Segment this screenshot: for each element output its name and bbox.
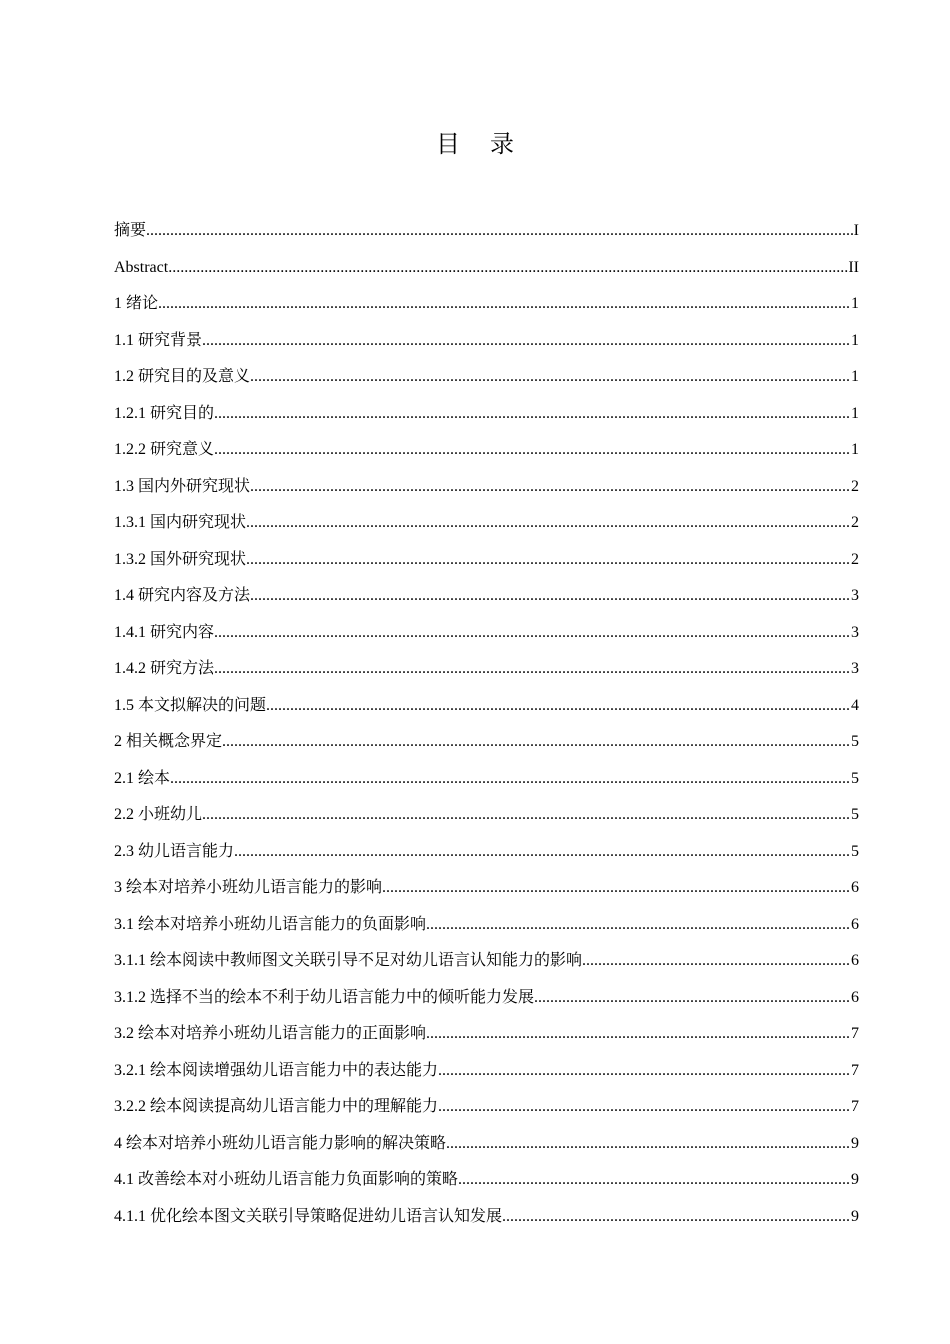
- toc-entry-label: 1.1 研究背景: [114, 331, 203, 349]
- toc-entry[interactable]: [114, 1205, 859, 1242]
- toc-entry-page: 1: [851, 331, 859, 349]
- toc-entry-page: I: [853, 222, 859, 239]
- toc-entry[interactable]: [114, 402, 859, 439]
- toc-entry-label: 2.3 幼儿语言能力: [114, 842, 235, 860]
- toc-entry[interactable]: [114, 913, 859, 950]
- dot-leader: [266, 694, 851, 718]
- toc-entry-page: 1: [851, 441, 859, 458]
- dot-leader: [458, 1168, 851, 1192]
- toc-entry[interactable]: [114, 438, 859, 475]
- toc-entry[interactable]: [114, 365, 859, 402]
- toc-entry-page: 6: [851, 952, 859, 969]
- page-title: 目录: [436, 130, 544, 158]
- toc-entry-label: Abstract: [114, 258, 169, 276]
- toc-entry[interactable]: [114, 548, 859, 585]
- toc-entry-label: 3.1.2 选择不当的绘本不利于幼儿语言能力中的倾听能力发展: [114, 988, 535, 1006]
- toc-entry[interactable]: [114, 840, 859, 877]
- toc-entry-page: 7: [851, 1025, 859, 1042]
- toc-entry-label: 3.2.1 绘本阅读增强幼儿语言能力中的表达能力: [114, 1061, 439, 1079]
- toc-entry[interactable]: [114, 621, 859, 658]
- toc-entry-page: 2: [851, 514, 859, 531]
- toc-entry-label: 2 相关概念界定: [114, 733, 223, 750]
- toc-entry[interactable]: [114, 1168, 859, 1205]
- toc-entry-label: 1.2.2 研究意义: [114, 441, 215, 458]
- dot-leader: [222, 730, 851, 754]
- toc-entry-label: 4 绘本对培养小班幼儿语言能力影响的解决策略: [114, 1134, 447, 1152]
- toc-entry-page: 6: [851, 915, 859, 933]
- toc-entry[interactable]: [114, 219, 859, 256]
- toc-entry-page: 9: [851, 1134, 859, 1152]
- toc-entry[interactable]: [114, 730, 859, 767]
- toc-entry-page: 7: [851, 1098, 859, 1115]
- toc-entry-page: 7: [851, 1061, 859, 1079]
- toc-entry-page: 1: [851, 295, 859, 312]
- dot-leader: [426, 1022, 851, 1046]
- table-of-contents: [114, 219, 859, 1241]
- toc-entry-label: 2.2 小班幼儿: [114, 806, 203, 823]
- toc-entry-label: 1.3 国内外研究现状: [114, 477, 251, 495]
- toc-entry-page: 2: [851, 477, 859, 495]
- toc-entry-label: 3 绘本对培养小班幼儿语言能力的影响: [114, 879, 383, 896]
- dot-leader: [170, 767, 851, 791]
- toc-entry[interactable]: [114, 694, 859, 731]
- toc-entry-label: 1.2 研究目的及意义: [114, 368, 251, 385]
- toc-entry[interactable]: [114, 876, 859, 913]
- toc-entry-label: 1 绪论: [114, 295, 159, 312]
- dot-leader: [168, 256, 848, 280]
- toc-entry-page: 5: [851, 769, 859, 787]
- toc-entry-label: 摘要: [114, 222, 147, 239]
- toc-entry[interactable]: [114, 767, 859, 804]
- dot-leader: [438, 1095, 851, 1119]
- dot-leader: [234, 840, 851, 864]
- toc-entry-label: 3.1 绘本对培养小班幼儿语言能力的负面影响: [114, 915, 427, 933]
- dot-leader: [158, 292, 851, 316]
- toc-entry-page: 5: [851, 733, 859, 750]
- toc-entry[interactable]: [114, 1095, 859, 1132]
- toc-entry-label: 1.5 本文拟解决的问题: [114, 696, 267, 714]
- toc-entry-label: 1.3.1 国内研究现状: [114, 514, 247, 531]
- toc-entry[interactable]: [114, 657, 859, 694]
- toc-entry-label: 3.1.1 绘本阅读中教师图文关联引导不足对幼儿语言认知能力的影响: [114, 952, 583, 969]
- dot-leader: [250, 365, 851, 389]
- dot-leader: [246, 548, 851, 572]
- toc-entry-page: 5: [851, 806, 859, 823]
- toc-entry-label: 2.1 绘本: [114, 769, 171, 787]
- toc-entry-page: 5: [851, 842, 859, 860]
- dot-leader: [534, 986, 851, 1010]
- dot-leader: [214, 438, 851, 462]
- toc-entry[interactable]: [114, 986, 859, 1023]
- toc-entry[interactable]: [114, 1022, 859, 1059]
- toc-entry-page: 6: [851, 879, 859, 896]
- dot-leader: [426, 913, 851, 937]
- toc-entry[interactable]: [114, 1132, 859, 1169]
- dot-leader: [582, 949, 851, 973]
- toc-entry[interactable]: [114, 949, 859, 986]
- dot-leader: [202, 329, 851, 353]
- toc-entry-label: 1.4 研究内容及方法: [114, 587, 251, 604]
- toc-entry-label: 1.4.1 研究内容: [114, 623, 215, 641]
- toc-entry[interactable]: [114, 511, 859, 548]
- toc-entry[interactable]: [114, 292, 859, 329]
- toc-entry-label: 1.3.2 国外研究现状: [114, 550, 247, 568]
- toc-entry-label: 1.4.2 研究方法: [114, 660, 215, 677]
- toc-entry-page: 9: [851, 1207, 859, 1225]
- toc-entry[interactable]: [114, 475, 859, 512]
- toc-entry[interactable]: [114, 256, 859, 293]
- toc-entry[interactable]: [114, 1059, 859, 1096]
- toc-entry-page: 6: [851, 988, 859, 1006]
- toc-entry-page: 3: [851, 587, 859, 604]
- dot-leader: [382, 876, 851, 900]
- dot-leader: [146, 219, 854, 243]
- toc-entry-label: 3.2.2 绘本阅读提高幼儿语言能力中的理解能力: [114, 1098, 439, 1115]
- toc-entry-page: 4: [851, 696, 859, 714]
- dot-leader: [250, 475, 851, 499]
- dot-leader: [202, 803, 851, 827]
- dot-leader: [438, 1059, 851, 1083]
- toc-entry-page: 1: [851, 404, 859, 422]
- toc-entry[interactable]: [114, 803, 859, 840]
- toc-entry-page: 9: [851, 1171, 859, 1188]
- dot-leader: [502, 1205, 851, 1229]
- toc-entry-label: 1.2.1 研究目的: [114, 404, 215, 422]
- toc-entry-page: 3: [851, 623, 859, 641]
- toc-entry-label: 3.2 绘本对培养小班幼儿语言能力的正面影响: [114, 1025, 427, 1042]
- dot-leader: [446, 1132, 851, 1156]
- toc-entry-page: 1: [851, 368, 859, 385]
- dot-leader: [214, 657, 851, 681]
- toc-entry-label: 4.1 改善绘本对小班幼儿语言能力负面影响的策略: [114, 1171, 459, 1188]
- toc-entry-page: II: [848, 258, 859, 276]
- toc-entry-page: 2: [851, 550, 859, 568]
- dot-leader: [214, 621, 851, 645]
- dot-leader: [246, 511, 851, 535]
- toc-entry[interactable]: [114, 329, 859, 366]
- toc-entry-label: 4.1.1 优化绘本图文关联引导策略促进幼儿语言认知发展: [114, 1207, 503, 1225]
- toc-entry-page: 3: [851, 660, 859, 677]
- dot-leader: [250, 584, 851, 608]
- toc-entry[interactable]: [114, 584, 859, 621]
- dot-leader: [214, 402, 851, 426]
